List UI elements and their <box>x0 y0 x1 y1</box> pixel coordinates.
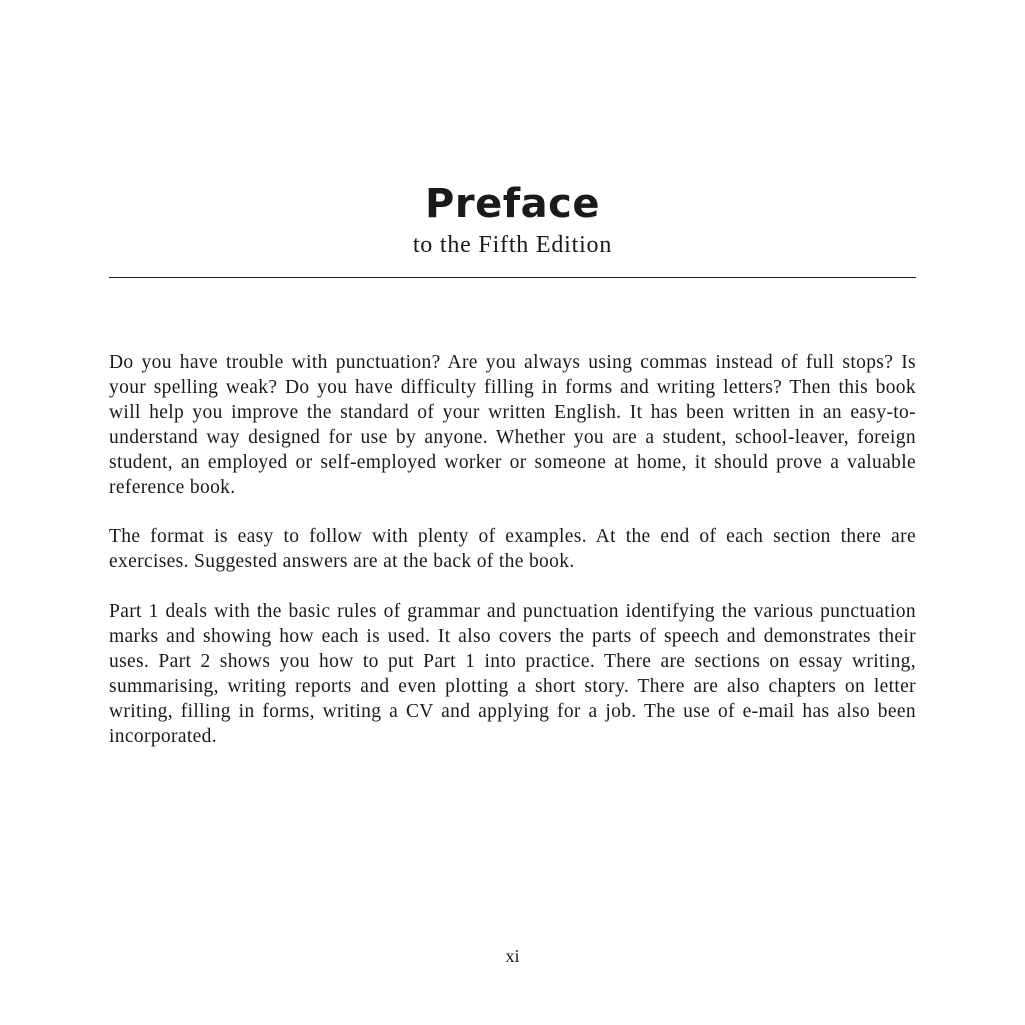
paragraph-contents: Part 1 deals with the basic rules of grammar and punctuation identifying the various punctuation marks and showing how each is used. It also covers the parts of speech and demonstrates their uses. Part 2 shows you how to put Part 1 into practice. There are sections on essay writing, summarising, writing reports and even plotting a short story. There are also chapters on letter writing, filling in forms, writing a CV and applying for a job. The use of e-mail has also been incorporated. <box>109 601 916 747</box>
preface-body <box>109 351 916 774</box>
page-title: Preface <box>425 181 600 227</box>
title-divider <box>109 277 916 278</box>
paragraph-intro: Do you have trouble with punctuation? Are you always using commas instead of full stops? Is your spelling weak? Do you have difficulty filling in forms and writing letters? Then this book will help you improve the standard of your written English. It has been written in an easy-to-understand way designed for use by anyone. Whether you are a student, school-leaver, foreign student, an employed or self-employed worker or someone at home, it should prove a valuable reference book. <box>109 352 916 498</box>
page-subtitle: to the Fifth Edition <box>412 232 613 258</box>
page-number: xi <box>505 946 520 966</box>
paragraph-format: The format is easy to follow with plenty of examples. At the end of each section there are exercises. Suggested answers are at the back of the book. <box>109 526 916 573</box>
